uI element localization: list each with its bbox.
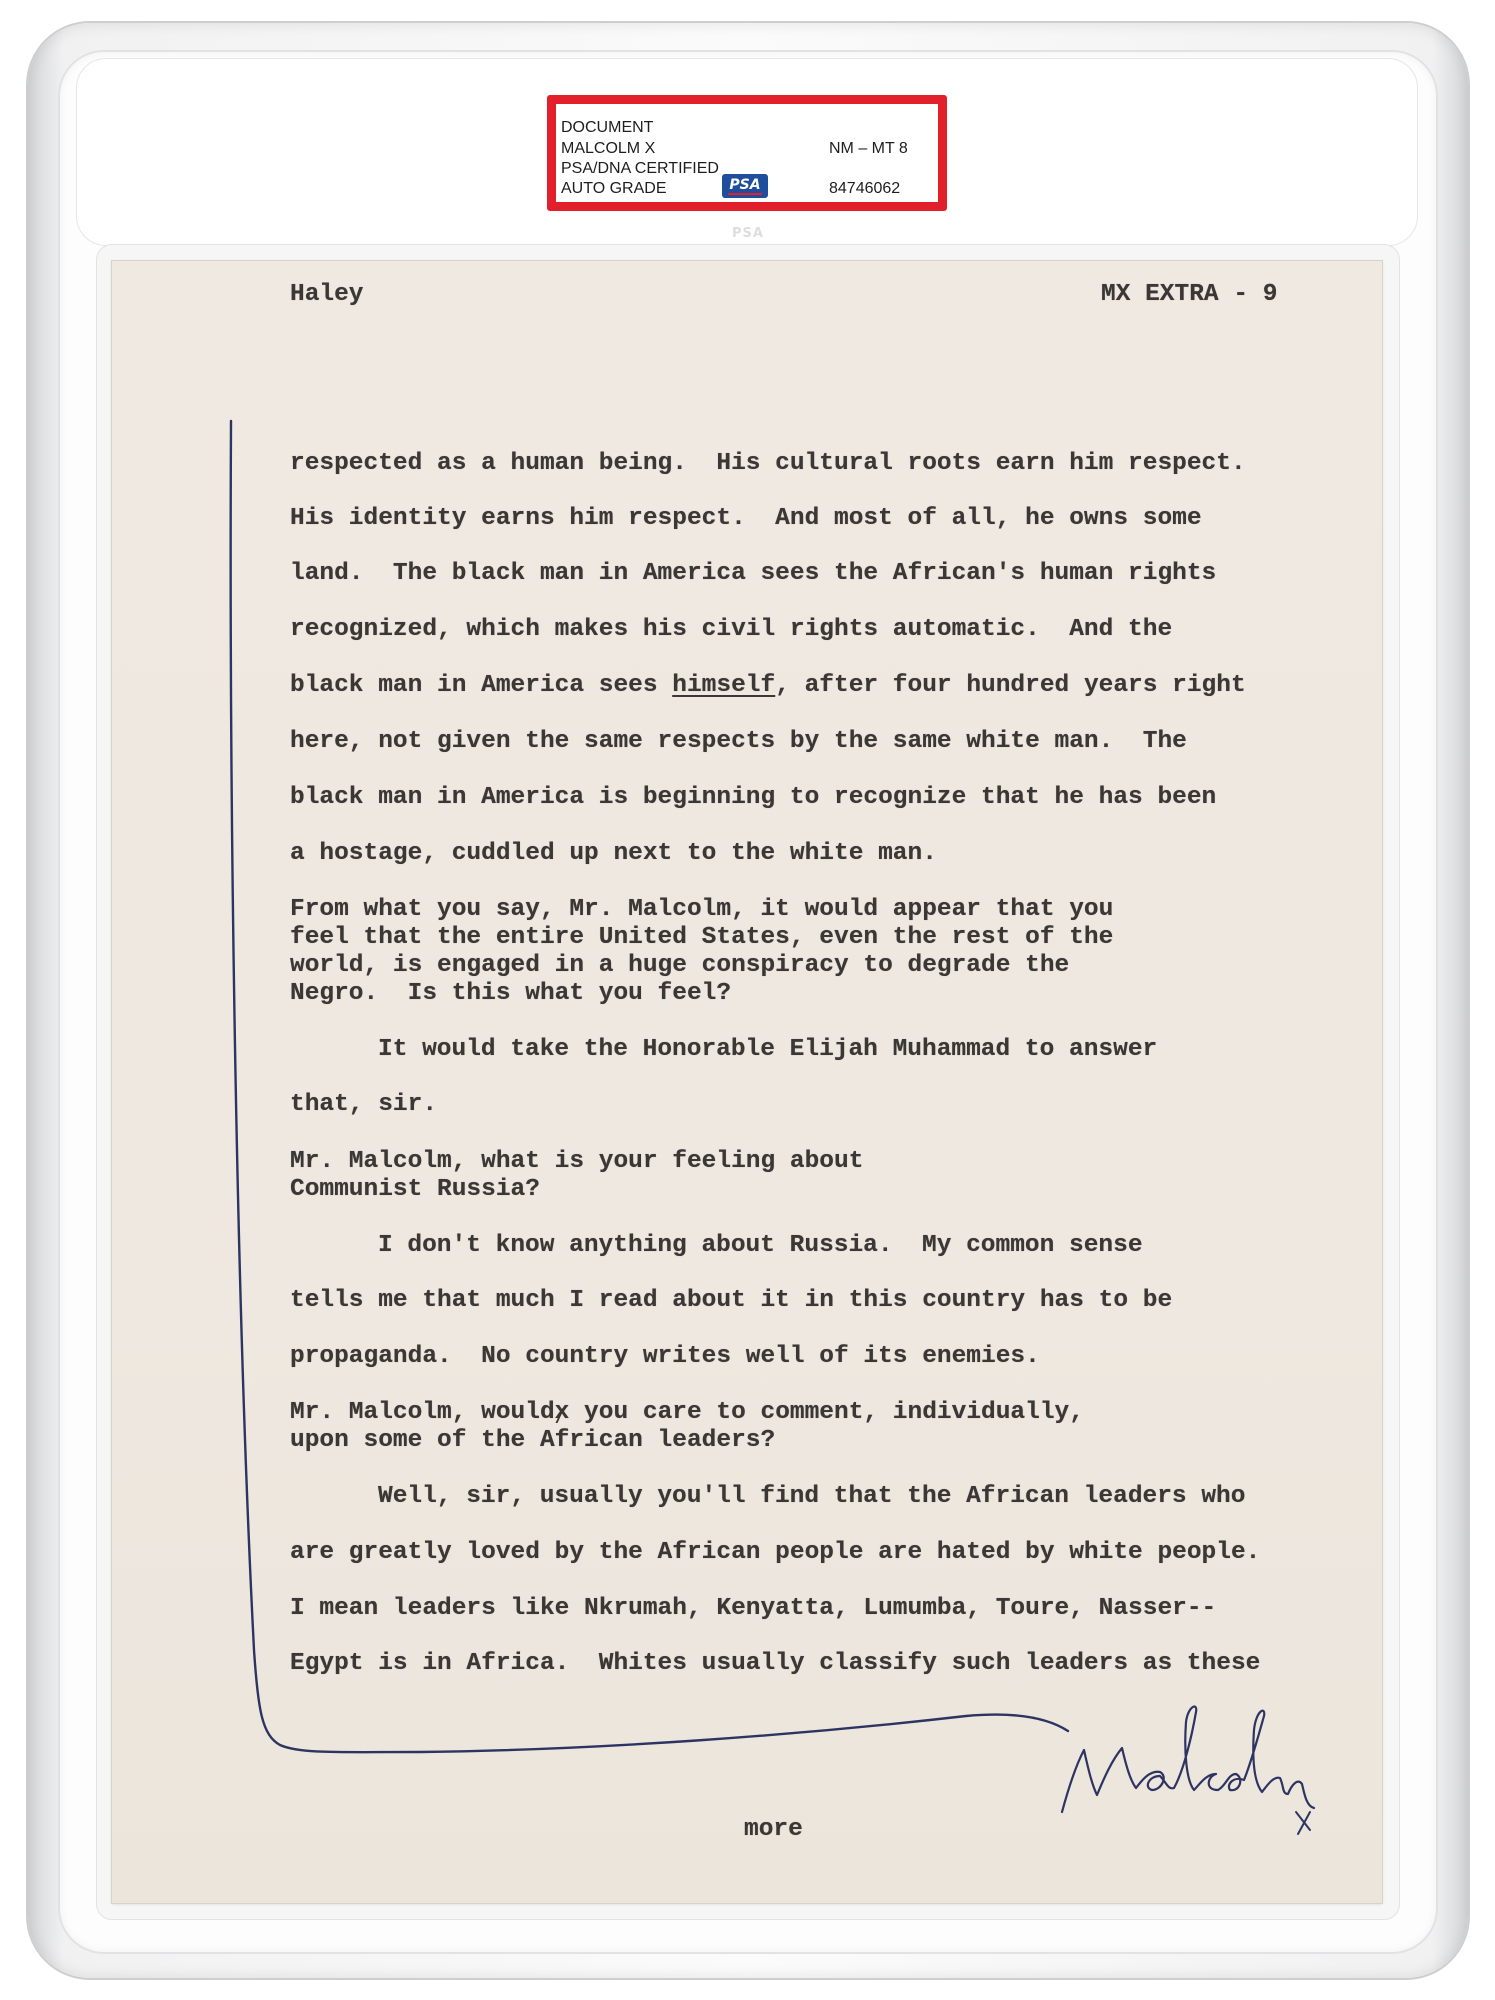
header-left: Haley (290, 281, 364, 308)
grading-label (547, 95, 947, 211)
embossed-mark: PSA (732, 226, 764, 241)
text-line: Well, sir, usually you'll find that the African leaders who (378, 1483, 1246, 1510)
text-line: are greatly loved by the African people are hated by white people. (290, 1539, 1261, 1566)
label-subject: MALCOLM X (561, 140, 656, 157)
text-segment: you care to comment, individually, (569, 1399, 1084, 1426)
text-line: here, not given the same respects by the same white man. The (290, 728, 1187, 755)
text-line (290, 671, 1246, 701)
question-line: world, is engaged in a huge conspiracy to degrade the (290, 952, 1070, 979)
question-line: Negro. Is this what you feel? (290, 980, 732, 1007)
text-line: that, sir. (290, 1091, 438, 1118)
footer-more: more (744, 1816, 803, 1843)
text-line: respected as a human being. His cultural roots earn him respect. (290, 450, 1246, 477)
question-line: feel that the entire United States, even the rest of the (290, 924, 1114, 951)
text-line: recognized, which makes his civil rights automatic. And the (290, 616, 1173, 643)
overstruck-character: x (554, 1399, 570, 1426)
header-right: MX EXTRA - 9 (1101, 281, 1278, 308)
text-line: His identity earns him respect. And most of all, he owns some (290, 505, 1202, 532)
text-line: a hostage, cuddled up next to the white man. (290, 840, 937, 867)
question-line: upon some of the African leaders? (290, 1427, 776, 1454)
question-line (290, 1398, 1084, 1428)
underlined-word: himself (672, 672, 776, 699)
text-line: It would take the Honorable Elijah Muhammad to answer (378, 1036, 1158, 1063)
question-line: Communist Russia? (290, 1176, 540, 1203)
question-line: From what you say, Mr. Malcolm, it would appear that you (290, 896, 1114, 923)
label-grade-type: AUTO GRADE (561, 180, 667, 197)
question-line: Mr. Malcolm, what is your feeling about (290, 1148, 864, 1175)
label-cert-number: 84746062 (829, 180, 901, 197)
label-certification: PSA/DNA CERTIFIED (561, 160, 719, 177)
text-line: land. The black man in America sees the African's human rights (290, 560, 1217, 587)
label-face (556, 104, 938, 202)
text-line: tells me that much I read about it in this country has to be (290, 1287, 1173, 1314)
psa-logo-stripe (728, 193, 762, 195)
text-segment: , after four hundred years right (775, 672, 1246, 699)
text-line: I mean leaders like Nkrumah, Kenyatta, Lumumba, Toure, Nasser-- (290, 1595, 1217, 1622)
psa-logo-text: PSA (729, 177, 761, 193)
text-line: propaganda. No country writes well of its enemies. (290, 1343, 1040, 1370)
text-line: I don't know anything about Russia. My common sense (378, 1232, 1143, 1259)
text-segment: Mr. Malcolm, would (290, 1399, 555, 1426)
label-item-type: DOCUMENT (561, 119, 654, 136)
label-grade: NM – MT 8 (829, 140, 908, 157)
text-line: Egypt is in Africa. Whites usually classify such leaders as these (290, 1650, 1261, 1677)
psa-logo-icon (722, 174, 768, 198)
text-segment: black man in America sees (290, 672, 673, 699)
text-line: black man in America is beginning to recognize that he has been (290, 784, 1217, 811)
